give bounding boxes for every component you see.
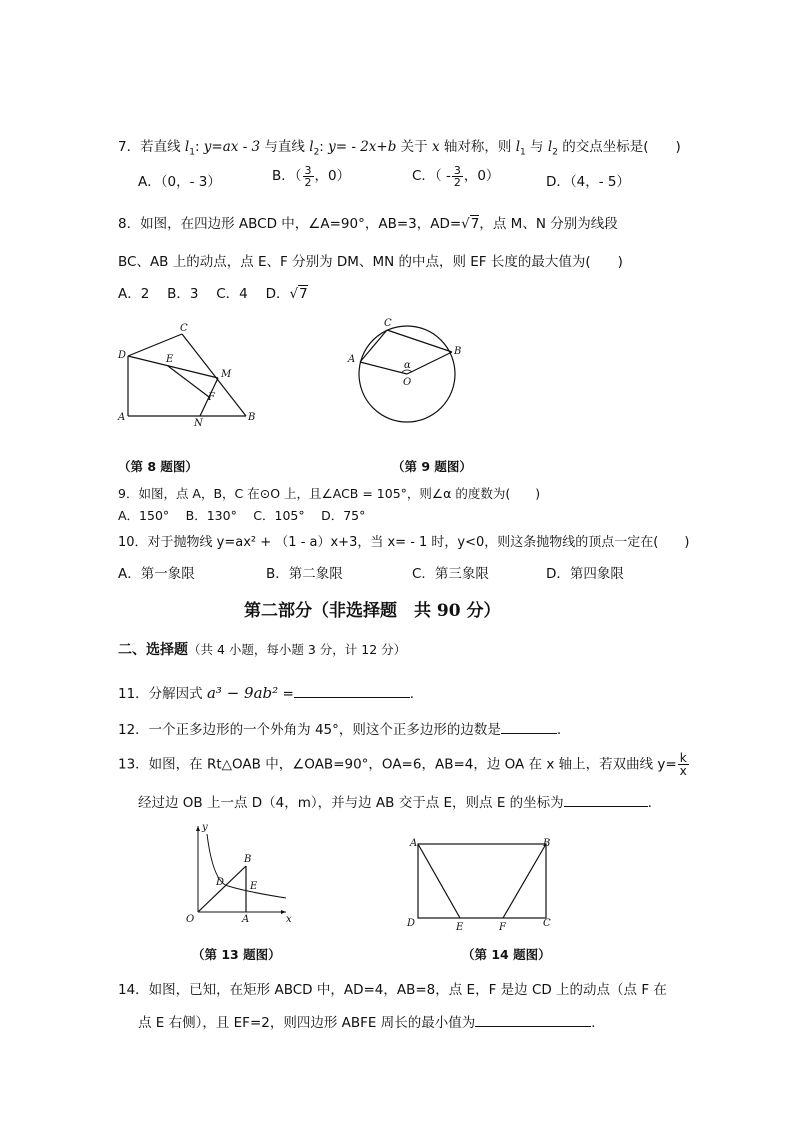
fig13-caption: （第 13 题图）: [192, 947, 281, 962]
sqrt-sign: √: [461, 216, 470, 232]
fig14-rectangle: [418, 844, 546, 918]
figure-9: [340, 312, 470, 430]
fig8-edge: [182, 334, 246, 416]
q8-text: 8．如图，在四边形 ABCD 中，∠A=90°，AB=3，AD=: [118, 216, 462, 232]
q13-text: 经过边 OB 上一点 D（4，m），并与边 AB 交于点 E，则点 E 的坐标为: [138, 795, 564, 811]
q7-l2: l: [309, 139, 314, 155]
fig14-label: C: [543, 918, 551, 929]
fig13-label: A: [242, 914, 250, 924]
q7-l1-sub: 1: [189, 147, 195, 158]
q9-options: A．150° B．130° C．105° D．75°: [118, 508, 366, 523]
frac-num: 3: [453, 163, 461, 177]
q7-stem: [118, 135, 681, 158]
fig13-label: B: [244, 854, 252, 865]
q14-text: 点 E 右侧），且 EF=2，则四边形 ABFE 周长的最小值为: [138, 1015, 476, 1031]
q7-text: 轴对称，则: [439, 139, 516, 155]
section-2-title: 第二部分（非选择题 共 90 分）: [244, 601, 501, 621]
fig14-label: F: [499, 922, 506, 933]
fig9-caption: （第 9 题图）: [392, 459, 472, 474]
q10-option-b: B．第二象限: [266, 566, 343, 582]
q14-answer-blank[interactable]: [475, 1014, 591, 1027]
fig14-label: B: [543, 838, 551, 849]
fig9-chord-ac: [360, 330, 387, 362]
q10-option-c: C．第三象限: [412, 566, 489, 582]
q7-l1: l: [184, 139, 190, 155]
q11-answer-blank[interactable]: [294, 685, 410, 698]
fig8-label: D: [118, 350, 127, 361]
fig8-label: M: [221, 369, 232, 380]
q13-fraction: [678, 752, 689, 777]
q10-line1: 10．对于抛物线 y=ax² + （1 - a）x+3，当 x= - 1 时，y<0，则这条抛物线的顶点一定在( ): [118, 535, 690, 550]
fig9-radius-ob: [407, 352, 452, 374]
figure-13: [178, 820, 296, 924]
q13-line1: [118, 752, 690, 777]
sqrt-sign: √: [289, 286, 299, 302]
q7-l1: l: [515, 139, 521, 155]
q7-option-c: [412, 164, 499, 188]
q8-options: [118, 282, 308, 302]
fig8-label: F: [208, 392, 215, 403]
q8-text: ，点 M、N 分别为线段: [479, 216, 618, 232]
q13-end: .: [647, 795, 652, 811]
q7-text: 与直线: [260, 139, 310, 155]
part2-title: 二、选择题: [118, 642, 188, 658]
q12: [118, 718, 561, 738]
fig14-label: D: [407, 918, 416, 929]
part2-desc: （共 4 小题，每小题 3 分，计 12 分）: [188, 642, 407, 657]
fig14-segment-bf: [503, 844, 546, 918]
part2-heading: [118, 639, 406, 659]
fig9-radius-oa: [360, 362, 407, 374]
fig9-label: A: [348, 354, 356, 365]
q7-b-fraction: [303, 165, 314, 188]
q7-l2: l: [547, 139, 553, 155]
fig14-label: E: [456, 922, 464, 933]
q7-text: 关于: [396, 139, 432, 155]
q7-eq1: y=ax - 3: [203, 139, 261, 155]
figure-8: [110, 318, 270, 430]
q7-l2-sub: 2: [313, 147, 320, 158]
fig9-label: C: [384, 318, 392, 329]
fig13-label: D: [216, 877, 225, 888]
q9-line1: 9．如图，点 A，B，C 在⊙O 上，且∠ACB = 105°，则∠α 的度数为( ): [118, 486, 541, 501]
fig8-edge: [128, 334, 182, 356]
fig14-caption: （第 14 题图）: [462, 947, 551, 962]
q7-b-pre: B．（: [272, 168, 302, 184]
sqrt-value: 7: [299, 286, 308, 302]
q13-text: 13．如图，在 Rt△OAB 中，∠OAB=90°，OA=6，AB=4，边 OA 在 x 轴上，若双曲线 y=: [118, 756, 677, 773]
q12-end: .: [556, 722, 562, 738]
fig14-segment-ae: [418, 844, 460, 918]
fig8-label: B: [248, 412, 256, 423]
q7-text: 与: [525, 139, 548, 155]
fig8-label: C: [180, 323, 188, 334]
q7-text: 的交点坐标是( ): [557, 139, 681, 155]
fig8-label: N: [194, 418, 203, 429]
q7-x: x: [431, 139, 440, 155]
fig13-label: x: [286, 914, 292, 924]
q14-line2: [138, 1011, 596, 1031]
q7-b-post: ，0）: [314, 168, 351, 184]
fig8-label: A: [118, 412, 126, 423]
q7-option-d: D．（4，- 5）: [546, 174, 630, 190]
q7-option-b: [272, 164, 350, 188]
fig9-label: α: [404, 360, 411, 371]
q7-eq2: y= - 2x+b: [328, 139, 397, 155]
frac-den: 2: [304, 175, 312, 189]
sqrt-value: 7: [470, 216, 480, 232]
fig14-label: A: [410, 838, 418, 849]
q7-text: :: [194, 139, 204, 155]
fig13-label: O: [186, 914, 195, 924]
q8-line2: BC、AB 上的动点，点 E、F 分别为 DM、MN 的中点，则 EF 长度的最大值为( ): [118, 254, 623, 270]
frac-num: 3: [304, 163, 312, 177]
q10-option-a: A．第一象限: [118, 566, 195, 582]
q8-options-text: A．2 B．3 C．4 D．: [118, 286, 290, 302]
q7-l2-sub: 2: [552, 147, 558, 158]
q11-expression: a³ − 9ab²: [206, 684, 279, 702]
fig8-label: E: [166, 354, 174, 365]
q7-text: :: [319, 139, 329, 155]
q14-line1: 14．如图，已知，在矩形 ABCD 中，AD=4，AB=8，点 E，F 是边 CD 上的动点（点 F 在: [118, 982, 667, 998]
q11-end: .: [409, 686, 415, 702]
q7-option-a: A．（0，- 3）: [138, 174, 221, 190]
q7-c-pre: C．（ -: [412, 168, 451, 184]
q7-text: 7．若直线: [118, 139, 185, 155]
fig9-label: O: [403, 377, 412, 388]
q8-line1: [118, 212, 618, 232]
fig9-label: B: [454, 346, 462, 357]
q12-text: 12．一个正多边形的一个外角为 45°，则这个正多边形的边数是: [118, 722, 501, 738]
fig8-caption: （第 8 题图）: [118, 459, 198, 474]
q11-equals: =: [278, 686, 294, 702]
figure-14: [400, 832, 566, 934]
frac-den: 2: [453, 175, 461, 189]
fig13-y-arrow: [196, 826, 200, 831]
fig13-label: y: [202, 822, 208, 833]
frac-den: x: [679, 764, 687, 778]
q10-option-d: D．第四象限: [546, 566, 624, 582]
q12-answer-blank[interactable]: [501, 721, 557, 734]
q14-end: .: [591, 1015, 596, 1031]
frac-num: k: [679, 751, 687, 765]
q7-l1-sub: 1: [520, 147, 526, 158]
q7-c-post: ，0）: [463, 168, 500, 184]
q13-answer-blank[interactable]: [564, 794, 648, 807]
fig13-label: E: [250, 881, 258, 892]
q13-line2: [138, 791, 652, 811]
q7-c-fraction: [452, 165, 463, 188]
q11-text: 11．分解因式: [118, 686, 207, 702]
q11: [118, 682, 414, 702]
